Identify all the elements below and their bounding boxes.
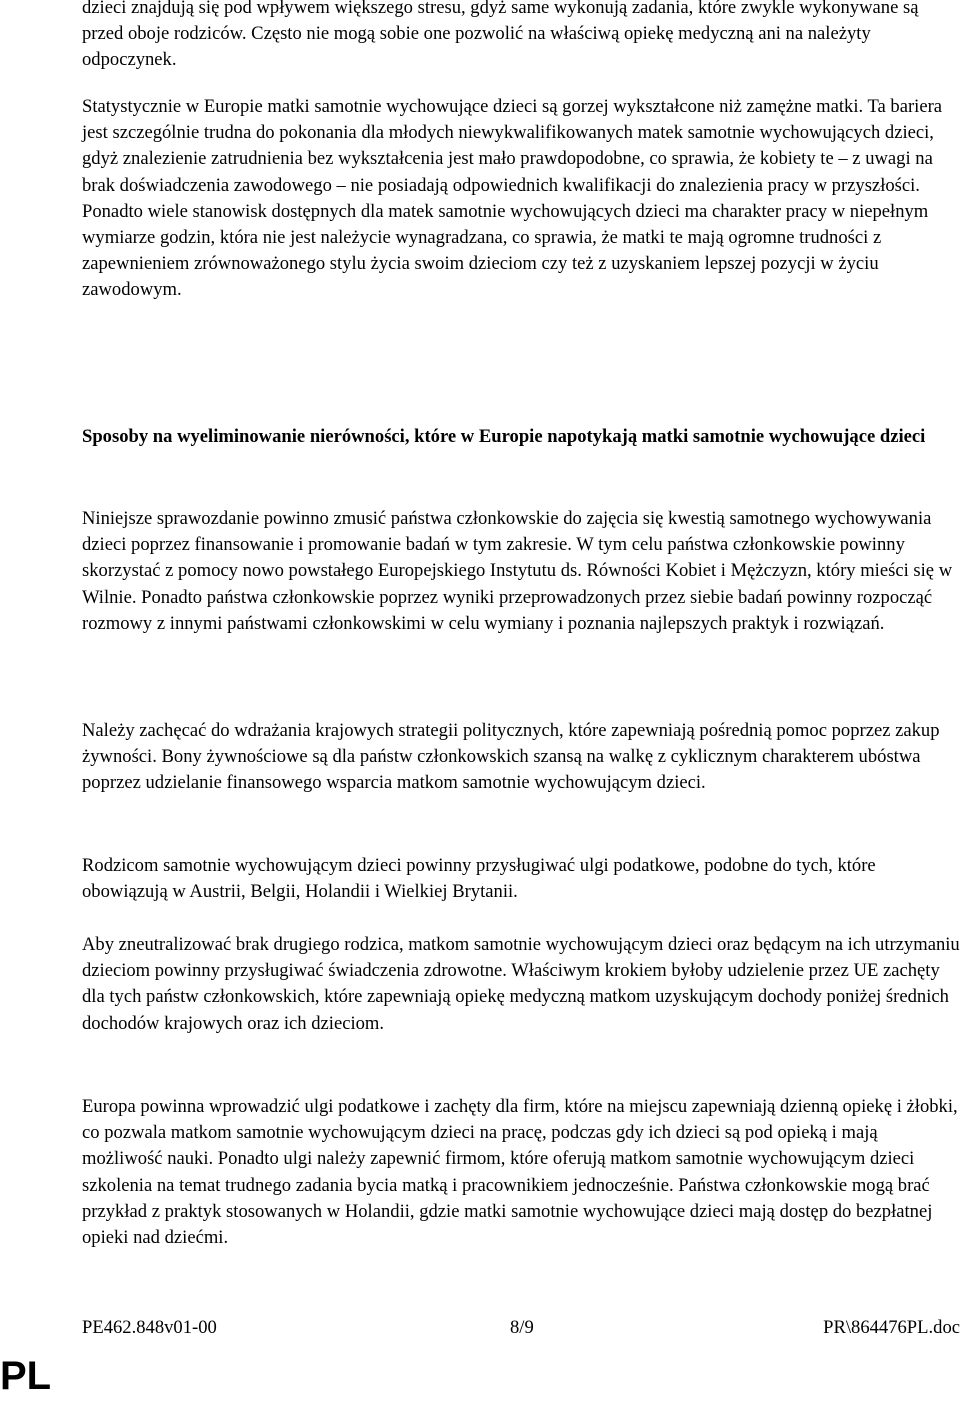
footer-doc-ref: PE462.848v01-00 — [82, 1317, 217, 1338]
paragraph-4: Należy zachęcać do wdrażania krajowych strategii politycznych, które zapewniają pośrednią pomoc poprzez zakup żywności. Bony żywnościowe są dla państw członkowskich szansą na walkę z cyklicznym charakterem ubóstwa poprzez udzielanie finansowego wsparcia matkom samotnie wychowującym dzieci. — [82, 720, 940, 794]
paragraph-3: Niniejsze sprawozdanie powinno zmusić państwa członkowskie do zajęcia się kwestią samotnego wychowywania dzieci poprzez finansowanie i promowanie badań w tym zakresie. W tym celu państwa członkowskie powinny skorzystać z pomocy nowo powstałego Europejskiego Instytutu ds. Równości Kobiet i Mężczyzn, który mieści się w Wilnie. Ponadto państwa członkowskie poprzez wyniki przeprowadzonych przez siebie badań powinny rozpocząć rozmowy z innymi państwami członkowskimi w celu wymiany i poznania najlepszych praktyk i rozwiązań. — [82, 508, 953, 634]
language-code: PL — [0, 1354, 52, 1398]
paragraph-7: Europa powinna wprowadzić ulgi podatkowe i zachęty dla firm, które na miejscu zapewniają dzienną opiekę i żłobki, co pozwala matkom samotnie wychowującym dzieci na pracę, podczas gdy ich dzieci są pod opieką i mają możliwość nauki. Ponadto ulgi należy zapewnić firmom, które oferują matkom samotnie wychowującym dzieci szkolenia na temat trudnego zadania bycia matką i pracownikiem jednocześnie. Państwa członkowskie mogą brać przykład z praktyk stosowanych w Holandii, gdzie matki samotnie wychowujące dzieci mają dostęp do bezpłatnej opieki nad dziećmi. — [82, 1096, 958, 1249]
section-heading: Sposoby na wyeliminowanie nierówności, które w Europie napotykają matki samotnie wychowujące dzieci — [82, 426, 926, 447]
footer-page-number: 8/9 — [510, 1317, 534, 1338]
footer-file-name: PR\864476PL.doc — [823, 1317, 960, 1338]
paragraph-6: Aby zneutralizować brak drugiego rodzica, matkom samotnie wychowującym dzieci oraz będącym na ich utrzymaniu dzieciom powinny przysługiwać świadczenia zdrowotne. Właściwym krokiem byłoby udzielenie przez UE zachęty dla tych państw członkowskich, które zapewniają opiekę medyczną matkom uzyskującym dochody poniżej średnich dochodów krajowych oraz ich dzieciom. — [82, 934, 960, 1034]
paragraph-5: Rodzicom samotnie wychowującym dzieci powinny przysługiwać ulgi podatkowe, podobne do tych, które obowiązują w Austrii, Belgii, Holandii i Wielkiej Brytanii. — [82, 855, 876, 903]
paragraph-2: Statystycznie w Europie matki samotnie wychowujące dzieci są gorzej wykształcone niż zamężne matki. Ta bariera jest szczególnie trudna do pokonania dla młodych niewykwalifikowanych matek samotnie wychowujących dzieci, gdyż znalezienie zatrudnienia bez wykształcenia jest mało prawdopodobne, co sprawia, że kobiety te – z uwagi na brak doświadczenia zawodowego – nie posiadają odpowiednich kwalifikacji do znalezienia pracy w przyszłości. Ponadto wiele stanowisk dostępnych dla matek samotnie wychowujących dzieci ma charakter pracy w niepełnym wymiarze godzin, która nie jest należycie wynagradzana, co sprawia, że matki te mają ogromne trudności z zapewnieniem zrównoważonego stylu życia swoim dzieciom czy też z uzyskaniem lepszej pozycji w życiu zawodowym. — [82, 96, 943, 301]
page-footer — [82, 1315, 960, 1341]
paragraph-1: dzieci znajdują się pod wpływem większego stresu, gdyż same wykonują zadania, które zwykle wykonywane są przed oboje rodziców. Często nie mogą sobie one pozwolić na właściwą opiekę medyczną ani na należyty odpoczynek. — [82, 0, 919, 71]
